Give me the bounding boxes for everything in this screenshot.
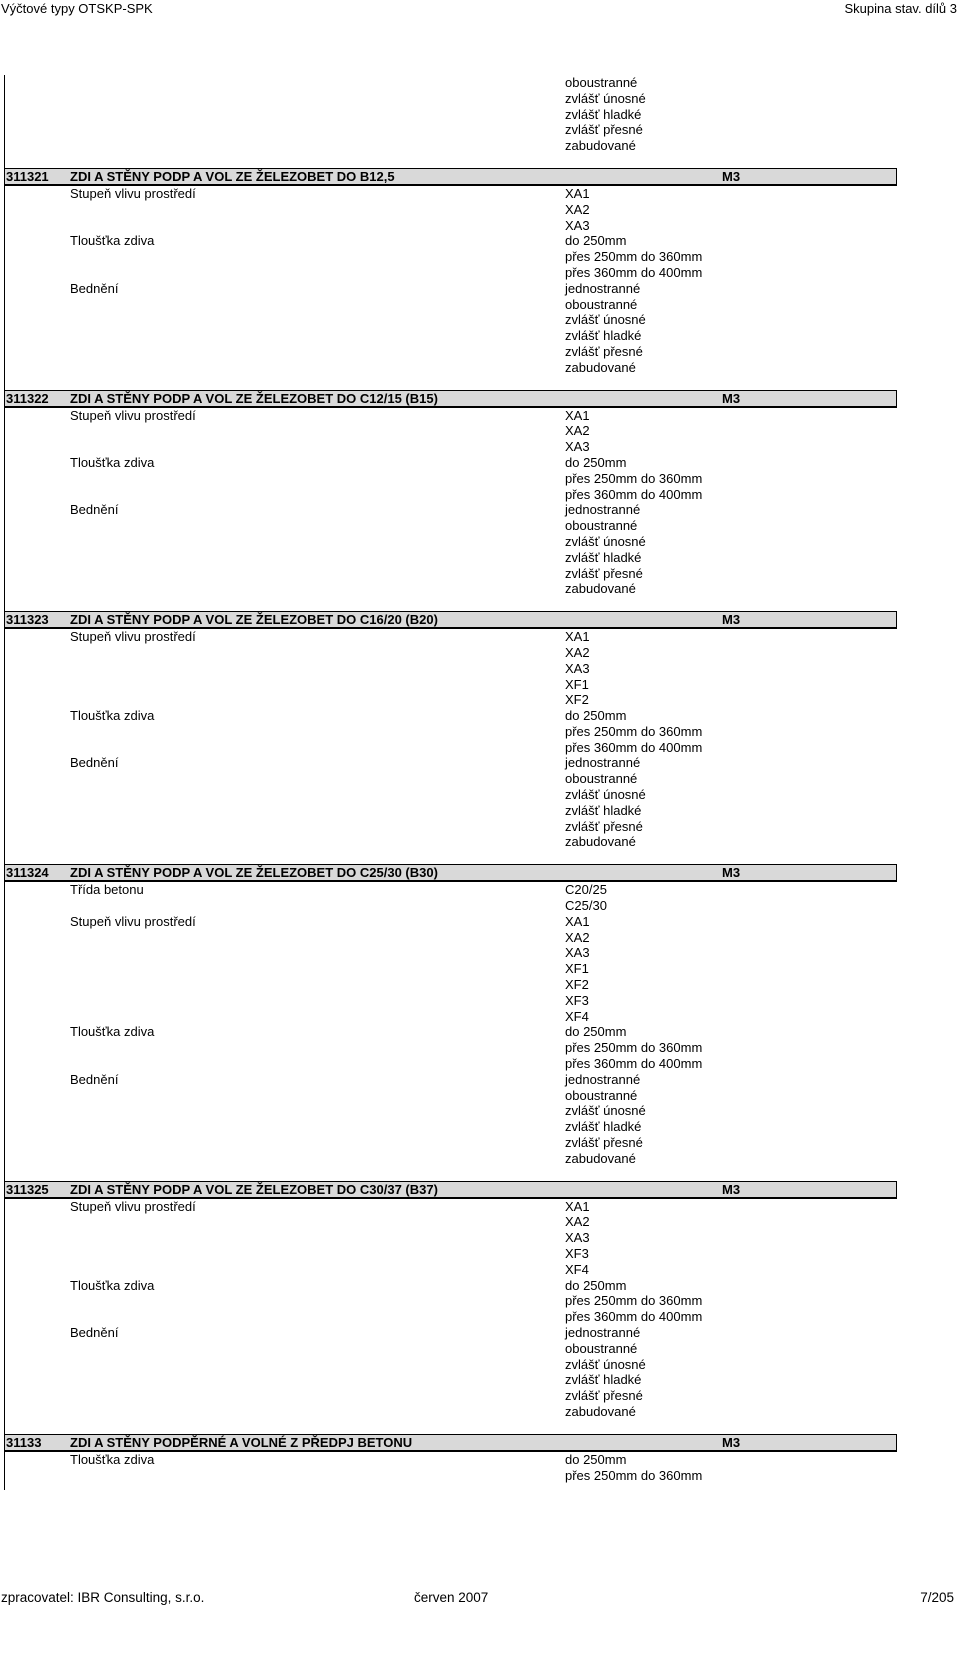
value-row [5, 218, 897, 234]
attribute-value: XA2 [565, 1214, 590, 1230]
attribute-value: zvlášť přesné [565, 343, 643, 359]
section-header [5, 1434, 897, 1452]
attribute-name: Bednění [70, 1071, 119, 1087]
attribute-name: Stupeň vlivu prostředí [70, 1198, 196, 1214]
attribute-value: XA1 [565, 629, 590, 645]
attribute-value: zabudované [565, 834, 636, 850]
attribute-value: zvlášť únosné [565, 533, 646, 549]
value-row [5, 1372, 897, 1388]
value-row [5, 550, 897, 566]
item-title: ZDI A STĚNY PODP A VOL ZE ŽELEZOBET DO B12,5 [70, 168, 395, 184]
attribute-value: XA3 [565, 945, 590, 961]
attribute-value: oboustranné [565, 296, 638, 312]
value-row [5, 1151, 897, 1167]
attribute-value: XA3 [565, 1230, 590, 1246]
item-unit: M3 [722, 390, 741, 406]
section-311322 [5, 376, 897, 598]
attribute-value: C25/30 [565, 898, 607, 914]
section-spacer [5, 154, 897, 168]
attribute-value: jednostranné [565, 502, 641, 518]
value-row [5, 1246, 897, 1262]
value-row [5, 677, 897, 693]
attribute-value: jednostranné [565, 1071, 641, 1087]
section-311323 [5, 597, 897, 850]
value-row [5, 787, 897, 803]
value-row [5, 471, 897, 487]
attribute-value: jednostranné [565, 755, 641, 771]
value-row [5, 1119, 897, 1135]
attribute-value: XF3 [565, 992, 589, 1008]
value-row [5, 265, 897, 281]
value-row [5, 1357, 897, 1373]
attribute-name: Tloušťka zdiva [70, 1277, 155, 1293]
section-311324 [5, 850, 897, 1166]
attribute-value: zvlášť hladké [565, 1372, 642, 1388]
attribute-name: Stupeň vlivu prostředí [70, 629, 196, 645]
value-row [5, 297, 897, 313]
value-row [5, 692, 897, 708]
value-row [5, 122, 897, 138]
attribute-name: Stupeň vlivu prostředí [70, 407, 196, 423]
value-row [5, 281, 897, 297]
item-unit: M3 [722, 612, 741, 628]
value-row [5, 408, 897, 424]
attribute-value: XF2 [565, 692, 589, 708]
value-row [5, 328, 897, 344]
attribute-name: Bednění [70, 280, 119, 296]
section-spacer [5, 1167, 897, 1181]
value-row [5, 566, 897, 582]
section-header [5, 168, 897, 186]
value-row [5, 75, 897, 91]
attribute-name: Tloušťka zdiva [70, 1451, 155, 1467]
attribute-value: zvlášť přesné [565, 818, 643, 834]
document-table [4, 75, 897, 1490]
attribute-value: do 250mm [565, 1451, 627, 1467]
item-code: 31133 [6, 1434, 42, 1450]
attribute-value: XA3 [565, 217, 590, 233]
value-row [5, 930, 897, 946]
attribute-value: zvlášť přesné [565, 565, 643, 581]
value-row [5, 1341, 897, 1357]
section-header [5, 864, 897, 882]
item-code: 311324 [6, 865, 49, 881]
attribute-name: Třída betonu [70, 882, 144, 898]
attribute-value: přes 360mm do 400mm [565, 264, 703, 280]
attribute-value: XF4 [565, 1008, 589, 1024]
attribute-value: XF3 [565, 1246, 589, 1261]
attribute-value: do 250mm [565, 233, 627, 249]
attribute-value: zvlášť hladké [565, 802, 642, 818]
attribute-value: do 250mm [565, 708, 627, 724]
section-31133 [5, 1420, 897, 1484]
attribute-value: zvlášť hladké [565, 549, 642, 565]
attribute-value: XA3 [565, 660, 590, 676]
attribute-value: do 250mm [565, 1277, 627, 1293]
value-row [5, 455, 897, 471]
value-row [5, 312, 897, 328]
attribute-value: oboustranné [565, 1087, 638, 1103]
attribute-value: XA1 [565, 1198, 590, 1214]
attribute-name: Tloušťka zdiva [70, 708, 155, 724]
page-footer [0, 1589, 957, 1607]
attribute-value: zabudované [565, 581, 636, 597]
value-row [5, 360, 897, 376]
attribute-value: zvlášť únosné [565, 312, 646, 328]
attribute-name: Stupeň vlivu prostředí [70, 913, 196, 929]
section-header [5, 611, 897, 629]
attribute-value: přes 250mm do 360mm [565, 470, 703, 486]
item-unit: M3 [722, 168, 741, 184]
section-spacer [5, 1420, 897, 1434]
page-header [0, 0, 957, 17]
attribute-value: přes 360mm do 400mm [565, 739, 703, 755]
attribute-value: XA2 [565, 644, 590, 660]
attribute-value: do 250mm [565, 454, 627, 470]
item-unit: M3 [722, 1434, 741, 1450]
item-title: ZDI A STĚNY PODP A VOL ZE ŽELEZOBET DO C30/37 (B37) [70, 1181, 438, 1197]
value-row [5, 1199, 897, 1215]
value-row [5, 1278, 897, 1294]
value-row [5, 945, 897, 961]
value-row [5, 1262, 897, 1278]
attribute-value: oboustranné [565, 75, 638, 90]
attribute-value: do 250mm [565, 1024, 627, 1040]
attribute-name: Tloušťka zdiva [70, 454, 155, 470]
value-row [5, 1325, 897, 1341]
value-row [5, 882, 897, 898]
attribute-value: XF1 [565, 676, 589, 692]
attribute-name: Bednění [70, 1324, 119, 1340]
attribute-value: oboustranné [565, 1340, 638, 1356]
attribute-value: oboustranné [565, 518, 638, 534]
attribute-value: zabudované [565, 359, 636, 375]
attribute-value: XA2 [565, 201, 590, 217]
attribute-value: zabudované [565, 1403, 636, 1419]
value-row [5, 107, 897, 123]
value-row [5, 1293, 897, 1309]
section-311321 [5, 154, 897, 376]
attribute-name: Stupeň vlivu prostředí [70, 185, 196, 201]
page-number: 7/205 [920, 1590, 954, 1605]
value-row [5, 1009, 897, 1025]
section-header [5, 390, 897, 408]
attribute-value: zvlášť únosné [565, 1103, 646, 1119]
value-row [5, 439, 897, 455]
attribute-value: jednostranné [565, 280, 641, 296]
value-row [5, 518, 897, 534]
attribute-value: zvlášť přesné [565, 1388, 643, 1404]
value-row [5, 771, 897, 787]
value-row [5, 993, 897, 1009]
attribute-value: XA3 [565, 439, 590, 455]
attribute-value: zvlášť hladké [565, 106, 642, 122]
value-row [5, 645, 897, 661]
section-spacer [5, 376, 897, 390]
attribute-value: přes 360mm do 400mm [565, 486, 703, 502]
item-title: ZDI A STĚNY PODP A VOL ZE ŽELEZOBET DO C16/20 (B20) [70, 612, 438, 628]
value-row [5, 724, 897, 740]
value-row [5, 1024, 897, 1040]
attribute-value: zvlášť hladké [565, 328, 642, 344]
value-row [5, 202, 897, 218]
value-row [5, 961, 897, 977]
attribute-value: XA2 [565, 423, 590, 439]
value-row [5, 1088, 897, 1104]
value-row [5, 803, 897, 819]
date-note: červen 2007 [414, 1590, 489, 1605]
attribute-value: přes 250mm do 360mm [565, 1040, 703, 1056]
value-row [5, 740, 897, 756]
value-row [5, 755, 897, 771]
value-row [5, 1040, 897, 1056]
item-code: 311325 [6, 1181, 49, 1197]
attribute-name: Tloušťka zdiva [70, 233, 155, 249]
value-row [5, 249, 897, 265]
value-row [5, 1135, 897, 1151]
attribute-value: zabudované [565, 138, 636, 154]
item-unit: M3 [722, 865, 741, 881]
attribute-value: přes 250mm do 360mm [565, 249, 703, 265]
continued-values [5, 75, 897, 154]
value-row [5, 186, 897, 202]
document-title: Výčtové typy OTSKP-SPK [1, 1, 153, 16]
value-row [5, 977, 897, 993]
attribute-value: zvlášť únosné [565, 90, 646, 106]
attribute-value: zvlášť hladké [565, 1119, 642, 1135]
attribute-name: Bednění [70, 502, 119, 518]
value-row [5, 819, 897, 835]
value-row [5, 1404, 897, 1420]
value-row [5, 1468, 897, 1484]
item-title: ZDI A STĚNY PODP A VOL ZE ŽELEZOBET DO C25/30 (B30) [70, 865, 438, 881]
item-title: ZDI A STĚNY PODPĚRNÉ A VOLNÉ Z PŘEDPJ BETONU [70, 1434, 413, 1450]
attribute-value: XA2 [565, 929, 590, 945]
value-row [5, 487, 897, 503]
value-row [5, 233, 897, 249]
value-row [5, 914, 897, 930]
section-spacer [5, 850, 897, 864]
value-row [5, 1388, 897, 1404]
section-311325 [5, 1167, 897, 1420]
attribute-value: zvlášť přesné [565, 122, 643, 138]
group-title: Skupina stav. dílů 3 [844, 1, 957, 16]
item-code: 311321 [6, 168, 49, 184]
attribute-value: XA1 [565, 407, 590, 423]
attribute-value: XF4 [565, 1261, 589, 1277]
attribute-value: zabudované [565, 1150, 636, 1166]
attribute-value: oboustranné [565, 771, 638, 787]
attribute-name: Tloušťka zdiva [70, 1024, 155, 1040]
attribute-name: Bednění [70, 755, 119, 771]
attribute-value: C20/25 [565, 882, 607, 898]
value-row [5, 834, 897, 850]
value-row [5, 344, 897, 360]
attribute-value: XF1 [565, 961, 589, 977]
attribute-value: zvlášť únosné [565, 787, 646, 803]
attribute-value: jednostranné [565, 1324, 641, 1340]
value-row [5, 534, 897, 550]
value-row [5, 1072, 897, 1088]
item-code: 311323 [6, 612, 49, 628]
attribute-value: přes 360mm do 400mm [565, 1309, 703, 1325]
value-row [5, 1230, 897, 1246]
value-row [5, 1452, 897, 1468]
attribute-value: přes 250mm do 360mm [565, 723, 703, 739]
value-row [5, 138, 897, 154]
section-header [5, 1181, 897, 1199]
value-row [5, 661, 897, 677]
attribute-value: zvlášť únosné [565, 1356, 646, 1372]
value-row [5, 708, 897, 724]
attribute-value: XA1 [565, 913, 590, 929]
item-title: ZDI A STĚNY PODP A VOL ZE ŽELEZOBET DO C12/15 (B15) [70, 390, 438, 406]
attribute-value: zvlášť přesné [565, 1135, 643, 1151]
attribute-value: přes 250mm do 360mm [565, 1467, 703, 1483]
value-row [5, 629, 897, 645]
value-row [5, 1103, 897, 1119]
section-spacer [5, 597, 897, 611]
value-row [5, 1309, 897, 1325]
author-note: zpracovatel: IBR Consulting, s.r.o. [1, 1590, 205, 1605]
value-row [5, 898, 897, 914]
attribute-value: přes 360mm do 400mm [565, 1056, 703, 1072]
value-row [5, 581, 897, 597]
attribute-value: XA1 [565, 185, 590, 201]
value-row [5, 423, 897, 439]
value-row [5, 1214, 897, 1230]
attribute-value: přes 250mm do 360mm [565, 1293, 703, 1309]
attribute-value: XF2 [565, 977, 589, 993]
value-row [5, 1056, 897, 1072]
value-row [5, 502, 897, 518]
item-unit: M3 [722, 1181, 741, 1197]
value-row [5, 91, 897, 107]
item-code: 311322 [6, 390, 49, 406]
